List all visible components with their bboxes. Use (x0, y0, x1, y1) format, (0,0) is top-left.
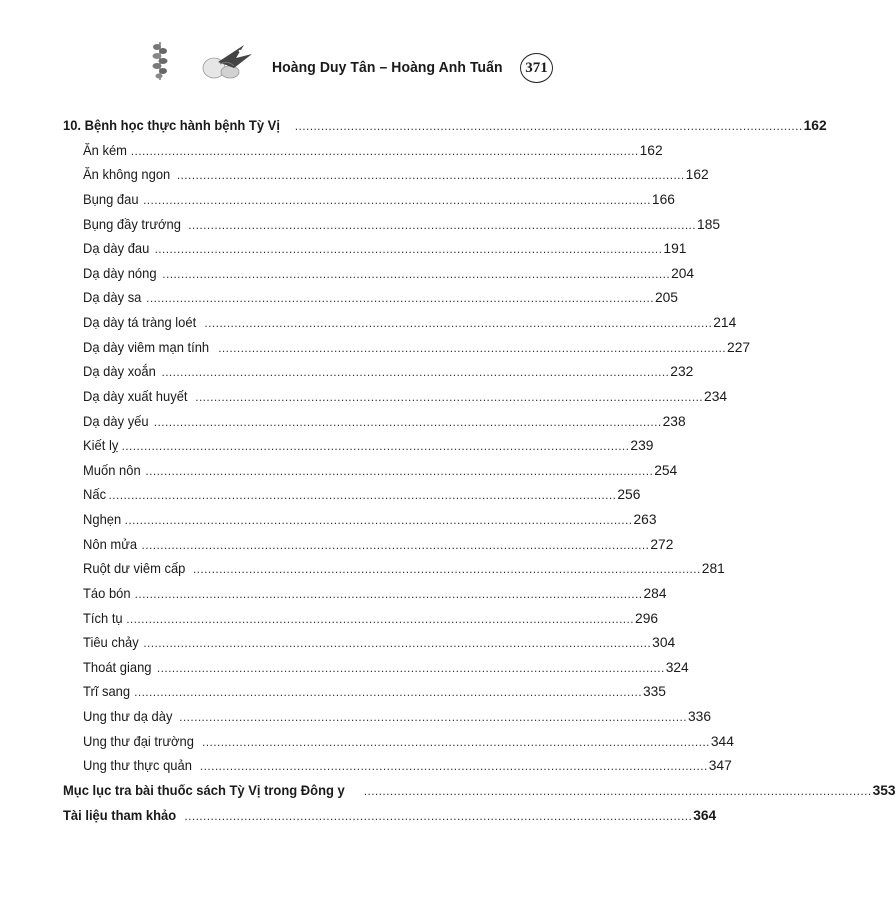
toc-entry (63, 336, 751, 361)
header-authors: Hoàng Duy Tân – Hoàng Anh Tuấn (272, 59, 503, 76)
toc-entry-title: Nấc (83, 487, 107, 503)
toc-entry-title: Dạ dày xuất huyết (83, 388, 188, 404)
dot-leader: ........................................................................................................................................ (192, 562, 701, 577)
toc-entry (63, 582, 667, 607)
toc-entry-title: Muốn nôn (83, 462, 141, 478)
toc-entry-page: 205 (654, 290, 678, 306)
toc-entry-title: Ăn không ngon (83, 167, 171, 183)
toc-entry-page: 336 (687, 709, 712, 724)
dot-leader: ........................................................................................................................................ (204, 316, 713, 330)
toc-entry (63, 607, 659, 632)
toc-entry (63, 508, 657, 533)
page-header (0, 0, 612, 100)
toc-entry-title: Trĩ sang (83, 684, 131, 700)
toc-entry-page: 335 (642, 684, 666, 700)
toc-entry (63, 705, 712, 730)
dot-leader: ........................................................................................................................................ (363, 783, 872, 798)
toc-entry (63, 188, 675, 213)
toc-entry (63, 533, 674, 558)
toc-entry (63, 237, 687, 262)
toc-entry-page: 239 (630, 438, 654, 454)
dot-leader: ........................................................................................................................................ (126, 611, 635, 626)
toc-entry (63, 213, 721, 238)
page-number-badge: 371 (520, 53, 553, 83)
dot-leader: ........................................................................................................................................ (134, 685, 642, 700)
toc-entry (63, 680, 666, 705)
dot-leader: ........................................................................................................................................ (176, 168, 685, 183)
toc-entry-page: 256 (617, 487, 641, 503)
toc-entry-page: 162 (685, 167, 709, 183)
toc-entry-page: 162 (803, 118, 827, 133)
toc-entry-page: 214 (713, 315, 737, 330)
toc-entry-title: Nôn mửa (83, 536, 138, 552)
toc-entry (63, 459, 678, 484)
dot-leader: ........................................................................................................................................ (156, 660, 665, 675)
dot-leader: ........................................................................................................................................ (130, 143, 639, 158)
toc-entry (63, 262, 695, 287)
toc-entry (63, 656, 689, 681)
toc-entry-title: Dạ dày viêm mạn tính (83, 339, 210, 355)
toc-entry-page: 162 (639, 142, 663, 158)
dot-leader: ........................................................................................................................................ (143, 192, 651, 207)
toc-entry-page: 296 (635, 610, 659, 626)
toc-entry-page: 234 (704, 388, 728, 404)
dot-leader: ........................................................................................................................................ (179, 710, 687, 724)
toc-entry-page: 344 (710, 733, 734, 749)
toc-entry-title: Dạ dày xoắn (83, 364, 156, 380)
dot-leader: ........................................................................................................................................ (195, 389, 704, 404)
toc-entry-title: 10. Bệnh học thực hành bệnh Tỳ Vị (63, 118, 280, 133)
toc-entry-page: 254 (654, 462, 678, 478)
dot-leader: ........................................................................................................................................ (199, 759, 708, 774)
toc-entry-page: 304 (652, 635, 676, 651)
dot-leader: ........................................................................................................................................ (162, 266, 671, 281)
dot-leader: ........................................................................................................................................ (141, 537, 650, 552)
toc-entry (63, 754, 732, 779)
toc-entry (63, 483, 641, 508)
toc-entry-title: Ung thư đại trường (83, 733, 194, 749)
toc-entry-page: 185 (697, 216, 721, 232)
toc-entry (63, 631, 676, 656)
dot-leader: ........................................................................................................................................ (161, 365, 670, 380)
dot-leader: ........................................................................................................................................ (294, 119, 803, 133)
toc-entry-page: 347 (708, 758, 732, 774)
toc-entry-title: Bụng đầy trướng (83, 216, 181, 232)
toc-entry-title: Kiết lỵ (83, 438, 119, 454)
toc-entry-page: 324 (665, 659, 689, 675)
toc-entry (63, 730, 734, 755)
toc-entry (63, 114, 827, 139)
toc-entry-title: Tiêu chảy (83, 635, 139, 651)
toc-entry-page: 284 (643, 585, 667, 601)
toc-entry-page: 238 (662, 413, 686, 429)
herb-icon (150, 40, 170, 82)
toc-entry-title: Dạ dày nóng (83, 265, 157, 281)
toc-entry (63, 804, 717, 829)
toc-entry-title: Ung thư thực quản (83, 758, 192, 774)
toc-entry-title: Dạ dày đau (83, 241, 150, 257)
toc-entry-page: 166 (651, 191, 675, 207)
toc-entry-page: 353 (872, 782, 896, 798)
dot-leader: ........................................................................................................................................ (202, 734, 710, 749)
toc-entry-page: 191 (663, 241, 687, 257)
dot-leader: ........................................................................................................................................ (134, 586, 643, 601)
toc-entry-title: Bụng đau (83, 191, 139, 207)
toc-entry-page: 227 (727, 339, 751, 355)
toc-entry-title: Nghẹn (83, 512, 122, 527)
toc-entry (63, 434, 654, 459)
toc-entry-title: Mục lục tra bài thuốc sách Tỳ Vị trong Đông y (63, 782, 345, 798)
dot-leader: ........................................................................................................................................ (108, 488, 617, 503)
toc-entry-title: Thoát giang (83, 659, 152, 675)
toc-entry-page: 364 (693, 807, 717, 823)
toc-entry-title: Ăn kém (83, 142, 127, 158)
toc-entry-page: 204 (671, 265, 695, 281)
toc-entry-title: Dạ dày sa (83, 290, 142, 306)
table-of-contents (63, 114, 896, 828)
toc-entry-page: 263 (633, 512, 657, 527)
toc-entry (63, 163, 709, 188)
toc-entry-title: Táo bón (83, 585, 131, 601)
toc-entry (63, 410, 686, 435)
toc-entry (63, 286, 678, 311)
toc-entry (63, 360, 694, 385)
toc-entry (63, 139, 663, 164)
toc-entry-title: Tích tụ (83, 610, 123, 626)
toc-entry-title: Dạ dày yếu (83, 413, 149, 429)
toc-entry (63, 779, 896, 804)
bird-icon (200, 42, 254, 82)
dot-leader: ........................................................................................................................................ (121, 439, 630, 454)
toc-entry-title: Dạ dày tá tràng loét (83, 315, 197, 330)
toc-entry (63, 557, 725, 582)
toc-entry-page: 232 (670, 364, 694, 380)
dot-leader: ........................................................................................................................................ (124, 513, 633, 527)
toc-entry (63, 385, 728, 410)
dot-leader: ........................................................................................................................................ (218, 340, 727, 355)
dot-leader: ........................................................................................................................................ (188, 217, 697, 232)
toc-entry-page: 281 (701, 561, 725, 577)
dot-leader: ........................................................................................................................................ (145, 463, 654, 478)
dot-leader: ........................................................................................................................................ (154, 242, 663, 257)
toc-entry-title: Ung thư dạ dày (83, 709, 173, 724)
toc-entry-title: Ruột dư viêm cấp (83, 561, 186, 577)
toc-entry-page: 272 (650, 536, 674, 552)
dot-leader: ........................................................................................................................................ (146, 291, 654, 306)
dot-leader: ........................................................................................................................................ (184, 808, 693, 823)
dot-leader: ........................................................................................................................................ (153, 414, 662, 429)
toc-entry (63, 311, 737, 336)
dot-leader: ........................................................................................................................................ (143, 636, 652, 651)
toc-entry-title: Tài liệu tham khảo (63, 807, 177, 823)
